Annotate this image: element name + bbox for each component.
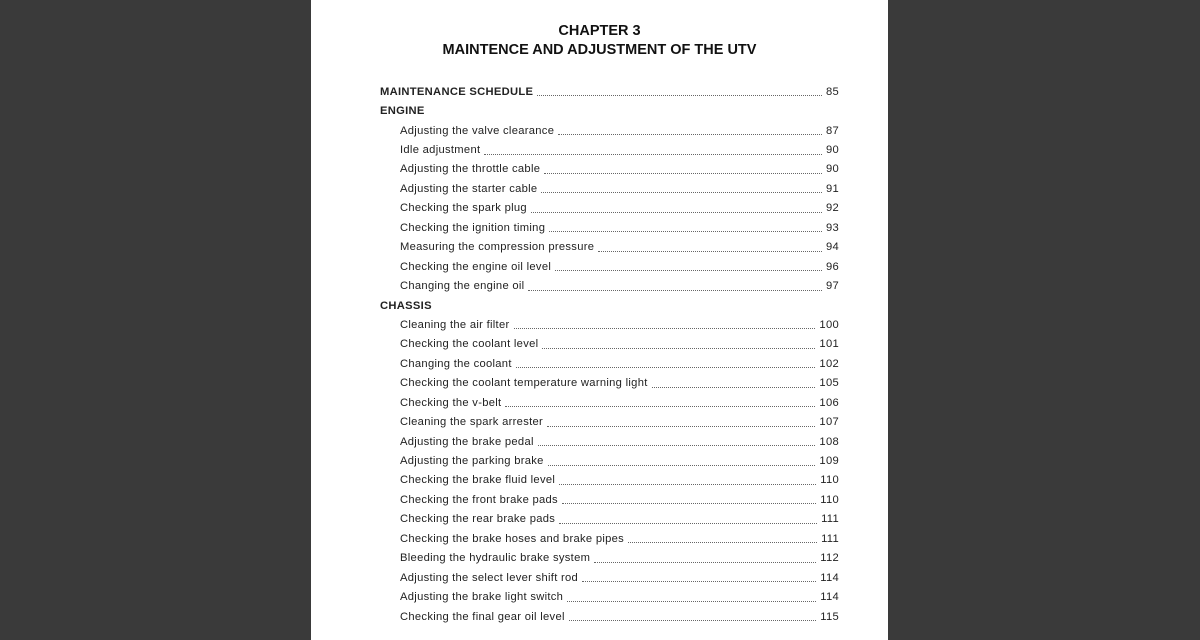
toc-entry[interactable]	[380, 587, 839, 606]
toc-page-number: 102	[819, 357, 839, 370]
toc-entry[interactable]	[380, 276, 839, 295]
toc-page-number: 110	[820, 493, 839, 506]
toc-entry[interactable]	[380, 315, 839, 334]
toc-entry[interactable]	[380, 490, 839, 509]
toc-entry-label: Checking the coolant temperature warning light	[400, 377, 648, 390]
toc-page-number: 107	[819, 416, 839, 429]
toc-entry[interactable]	[380, 549, 839, 568]
toc-entry-label: Checking the ignition timing	[400, 221, 546, 234]
dot-leader	[548, 457, 816, 466]
toc-entry-label: Checking the final gear oil level	[400, 610, 565, 623]
dot-leader	[652, 379, 816, 388]
toc-entry[interactable]	[380, 354, 839, 373]
dot-leader	[547, 418, 815, 427]
dot-leader	[567, 593, 816, 602]
toc-page-number: 97	[825, 280, 839, 293]
toc-page-number: 110	[820, 474, 839, 487]
dot-leader	[594, 554, 816, 563]
toc-entry-label: Checking the engine oil level	[400, 260, 552, 273]
toc-entry-label: Checking the v-belt	[400, 396, 502, 409]
toc-page-number: 111	[821, 513, 839, 526]
dot-leader	[559, 476, 816, 485]
toc-entry-label: Checking the spark plug	[400, 202, 527, 215]
toc-page-number: 90	[825, 144, 839, 157]
toc-entry-label: Changing the coolant	[400, 357, 512, 370]
toc-page-number: 114	[820, 591, 839, 604]
dot-leader	[514, 320, 816, 329]
chapter-number: CHAPTER 3	[558, 23, 641, 39]
toc-entry-label: Checking the rear brake pads	[400, 513, 556, 526]
dot-leader	[562, 495, 816, 504]
chapter-title: MAINTENCE AND ADJUSTMENT OF THE UTV	[442, 42, 757, 58]
toc-entry[interactable]	[380, 199, 839, 218]
toc-page-number: 111	[821, 532, 839, 545]
toc-entry[interactable]	[380, 393, 839, 412]
dot-leader	[598, 243, 822, 252]
dot-leader	[528, 282, 821, 291]
toc-entry-label: MAINTENANCE SCHEDULE	[380, 85, 534, 98]
toc-entry[interactable]	[380, 451, 839, 470]
dot-leader	[505, 398, 815, 407]
dot-leader	[542, 340, 815, 349]
toc-entry-label: Measuring the compression pressure	[400, 241, 595, 254]
toc-entry[interactable]	[380, 568, 839, 587]
toc-entry[interactable]	[380, 432, 839, 451]
toc-page-number: 85	[825, 85, 839, 98]
dot-leader	[541, 184, 822, 193]
toc-page-number: 93	[825, 221, 839, 234]
table-of-contents	[380, 82, 839, 626]
toc-entry[interactable]	[380, 82, 839, 101]
document-page	[311, 0, 888, 640]
toc-page-number: 92	[825, 202, 839, 215]
toc-entry-label: Cleaning the air filter	[400, 318, 510, 331]
toc-entry[interactable]	[380, 218, 839, 237]
dot-leader	[531, 204, 822, 213]
dot-leader	[484, 146, 822, 155]
toc-entry[interactable]	[380, 257, 839, 276]
toc-entry-label: Adjusting the throttle cable	[400, 163, 541, 176]
dot-leader	[537, 87, 822, 96]
toc-entry-label: Adjusting the brake pedal	[400, 435, 534, 448]
toc-page-number: 106	[819, 396, 839, 409]
dot-leader	[544, 165, 822, 174]
toc-page-number: 114	[820, 571, 839, 584]
toc-entry-label: Cleaning the spark arrester	[400, 416, 544, 429]
toc-entry-label: Idle adjustment	[400, 144, 481, 157]
toc-entry[interactable]	[380, 179, 839, 198]
toc-entry[interactable]	[380, 160, 839, 179]
toc-entry[interactable]	[380, 412, 839, 431]
toc-entry-label: ENGINE	[380, 105, 425, 118]
dot-leader	[555, 262, 822, 271]
toc-page-number: 90	[825, 163, 839, 176]
toc-entry[interactable]	[380, 510, 839, 529]
toc-page-number: 105	[819, 377, 839, 390]
toc-entry[interactable]	[380, 374, 839, 393]
toc-entry-label: Adjusting the parking brake	[400, 455, 544, 468]
toc-entry[interactable]	[380, 607, 839, 626]
toc-page-number: 91	[825, 182, 839, 195]
toc-entry-label: Checking the brake fluid level	[400, 474, 556, 487]
toc-page-number: 115	[820, 610, 839, 623]
toc-entry-label: Adjusting the starter cable	[400, 182, 538, 195]
toc-entry-label: Adjusting the select lever shift rod	[400, 571, 579, 584]
toc-entry-label: Changing the engine oil	[400, 280, 525, 293]
toc-page-number: 87	[825, 124, 839, 137]
toc-entry[interactable]	[380, 121, 839, 140]
toc-page-number: 94	[825, 241, 839, 254]
dot-leader	[569, 612, 817, 621]
dot-leader	[538, 437, 816, 446]
toc-entry-label: Checking the coolant level	[400, 338, 539, 351]
toc-page-number: 101	[819, 338, 839, 351]
toc-entry-label: Checking the brake hoses and brake pipes	[400, 532, 625, 545]
toc-section-heading	[380, 101, 839, 120]
toc-entry[interactable]	[380, 471, 839, 490]
toc-entry-label: Checking the front brake pads	[400, 493, 558, 506]
toc-entry-label: CHASSIS	[380, 299, 432, 312]
toc-page-number: 96	[825, 260, 839, 273]
toc-page-number: 108	[819, 435, 839, 448]
dot-leader	[628, 534, 817, 543]
dot-leader	[582, 573, 816, 582]
dot-leader	[516, 359, 816, 368]
toc-entry-label: Bleeding the hydraulic brake system	[400, 552, 591, 565]
toc-entry-label: Adjusting the brake light switch	[400, 591, 564, 604]
toc-entry[interactable]	[380, 238, 839, 257]
toc-entry[interactable]	[380, 140, 839, 159]
toc-page-number: 112	[820, 552, 839, 565]
dot-leader	[558, 126, 822, 135]
dot-leader	[549, 223, 822, 232]
toc-page-number: 100	[819, 318, 839, 331]
toc-entry[interactable]	[380, 529, 839, 548]
toc-entry-label: Adjusting the valve clearance	[400, 124, 555, 137]
toc-entry[interactable]	[380, 335, 839, 354]
toc-section-heading	[380, 296, 839, 315]
dot-leader	[559, 515, 817, 524]
toc-page-number: 109	[819, 455, 839, 468]
